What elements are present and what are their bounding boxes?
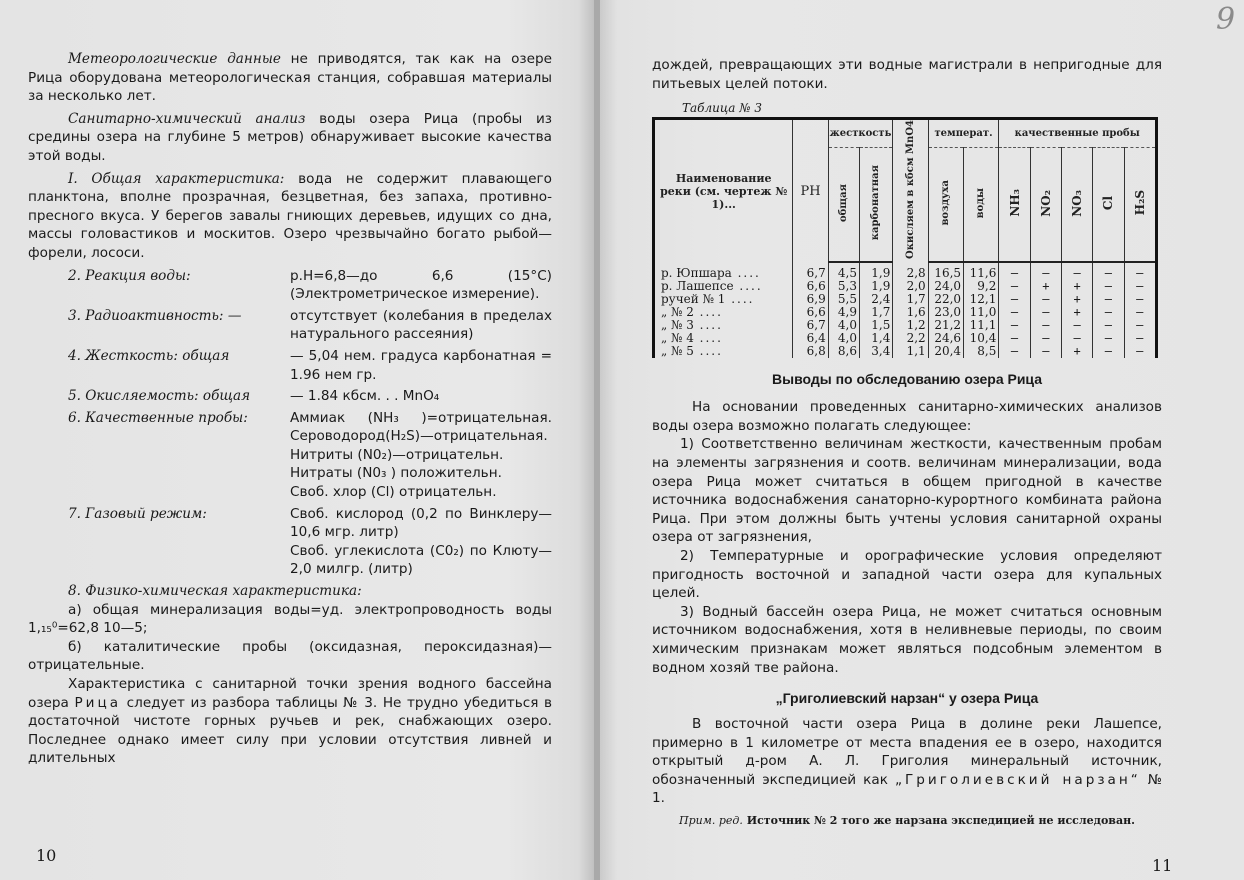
river-name: „ № 5 <box>661 344 694 359</box>
table-body <box>654 262 1157 358</box>
narzan-title: „Григолиевский нарзан“ у озера Рица <box>775 690 1039 707</box>
cell-carb: 1,5 <box>860 319 893 332</box>
cell-no3: — <box>1061 332 1092 345</box>
col-group-quality: качественные пробы <box>999 119 1157 148</box>
item-label: 5. Окисляемость: общая <box>68 388 251 405</box>
cell-nh3: — <box>999 319 1030 332</box>
items-list <box>28 267 552 580</box>
river-name: р. Юпшара <box>661 265 732 280</box>
narzan-name: „Григолиевский нарзан“ <box>894 771 1141 788</box>
item-line: Аммиак (NH₃ )=отрицательная. Сероводород(H₂S)—отрицательная. <box>290 409 552 445</box>
table-row <box>654 262 1157 280</box>
cell-cl: — <box>1093 262 1124 280</box>
cell-ph: 6,7 <box>793 262 828 280</box>
cell-total: 5,5 <box>828 293 859 306</box>
conclusion-item: 2) Температурные и орографические условия определяют пригодность восточной и западной части озера для купальных целей. <box>652 547 1162 602</box>
water-analysis-table <box>652 117 1158 358</box>
table-row <box>654 319 1157 332</box>
cell-total: 8,6 <box>828 345 859 358</box>
cell-h2s: — <box>1124 319 1156 332</box>
cell-nh3: — <box>999 332 1030 345</box>
cell-air: 20,4 <box>928 345 963 358</box>
col-group-temp: температ. <box>928 119 999 148</box>
table-row <box>654 332 1157 345</box>
cell-no3: — <box>1061 262 1092 280</box>
cell-no2: — <box>1030 262 1061 280</box>
page-number-right: 11 <box>1152 856 1173 875</box>
cell-ph: 6,6 <box>793 280 828 293</box>
river-name: р. Лашепсе <box>661 279 734 294</box>
conclusions-title: Выводы по обследованию озера Рица <box>772 371 1042 388</box>
cell-total: 4,9 <box>828 306 859 319</box>
col-group-hardness: жесткость <box>828 119 893 148</box>
leader-dots: .... <box>733 279 763 294</box>
cell-cl: — <box>1093 306 1124 319</box>
item-label: 4. Жесткость: общая <box>68 347 230 364</box>
cell-nh3: — <box>999 280 1030 293</box>
cell-cl: — <box>1093 293 1124 306</box>
cell-h2s: — <box>1124 262 1156 280</box>
cell-air: 24,0 <box>928 280 963 293</box>
header-h2s-text: H₂S <box>1132 190 1147 216</box>
table-row <box>654 345 1157 358</box>
leader-dots: .... <box>693 331 723 346</box>
conclusion-item: 3) Водный бассейн озера Рица, не может считаться основным источником водоснабжения, хотя в неливневые периоды, по своим химическим признакам может являться подсобным элементом в водном хозяй тве района. <box>652 603 1162 676</box>
table-caption: Таблица № 3 <box>682 101 762 116</box>
header-total-text: общая <box>837 184 849 223</box>
cell-water: 11,1 <box>964 319 999 332</box>
paragraph-analysis <box>28 110 552 166</box>
cell-total: 4,5 <box>828 262 859 280</box>
col-header-oxid <box>893 119 928 263</box>
text-meteo: не приводятся, так как на озере Рица оборудована метеорологическая станция, собравшая материалы за несколько лет. <box>28 51 553 105</box>
cell-cl: — <box>1093 280 1124 293</box>
cell-no2: — <box>1030 319 1061 332</box>
col-header-carb <box>860 147 893 262</box>
cell-river-name <box>654 262 793 280</box>
right-page-text <box>652 56 1162 828</box>
cell-oxid: 2,8 <box>893 262 928 280</box>
leader-dots: .... <box>693 305 723 320</box>
cell-oxid: 1,6 <box>893 306 928 319</box>
item-line: — 5,04 нем. градуса карбонатная = 1.96 нем гр. <box>290 347 552 383</box>
lead-analysis: Санитарно-химический анализ <box>68 110 306 127</box>
editor-note-text: Источник № 2 того же нарзана экспедицией не исследован. <box>742 814 1135 828</box>
item-3 <box>28 307 552 344</box>
text-general: вода не содержит плавающего планктона, вполне прозрачная, безцветная, без запаха, противно-пресного вкуса. У берегов завалы гниющих деревьев, идущих со дна, массы головастиков и москитов. Озеро чрезвычайно богато рыбой—форели, лососи. <box>28 170 552 261</box>
table-row <box>654 293 1157 306</box>
cell-ph: 6,4 <box>793 332 828 345</box>
table-row <box>654 306 1157 319</box>
leader-dots: .... <box>725 292 755 307</box>
item-value <box>290 409 552 502</box>
cell-no3: + <box>1061 293 1092 306</box>
item-value <box>290 267 552 304</box>
leader-dots: .... <box>693 318 723 333</box>
cell-h2s: — <box>1124 293 1156 306</box>
cell-cl: — <box>1093 345 1124 358</box>
editor-note <box>652 814 1162 828</box>
item-value <box>290 505 552 579</box>
col-header-cl <box>1093 147 1124 262</box>
cell-h2s: — <box>1124 280 1156 293</box>
col-header-nh3 <box>999 147 1030 262</box>
item-line: Своб. хлор (Cl) отрицательн. <box>290 484 497 501</box>
cell-h2s: — <box>1124 332 1156 345</box>
item-5 <box>28 387 552 406</box>
cell-carb: 3,4 <box>860 345 893 358</box>
cell-no2: — <box>1030 306 1061 319</box>
cell-nh3: — <box>999 262 1030 280</box>
item-line: Своб. углекислота (C0₂) по Клюту—2,0 милгр. (литр) <box>290 542 552 578</box>
col-header-ph: PH <box>793 119 828 263</box>
cell-air: 22,0 <box>928 293 963 306</box>
cell-carb: 1,9 <box>860 262 893 280</box>
header-name-text: Наименование реки (см. чертеж № 1)... <box>660 171 788 211</box>
page-number-left: 10 <box>36 846 57 865</box>
cell-air: 24,6 <box>928 332 963 345</box>
col-header-no3 <box>1061 147 1092 262</box>
cell-cl: — <box>1093 319 1124 332</box>
header-oxid-text: Окисляем в кбсм MnO4 <box>904 120 916 260</box>
item-7 <box>28 505 552 579</box>
leader-dots: .... <box>731 265 761 280</box>
river-name: ручей № 1 <box>661 292 726 307</box>
item-line: Нитраты (N0₃ ) положительн. <box>290 465 502 482</box>
cell-total: 5,3 <box>828 280 859 293</box>
text-analysis: воды озера Рица (пробы из средины озера на глубине 5 метров) обнаруживает высокие качества этой воды. <box>28 110 553 164</box>
river-name: „ № 3 <box>661 318 694 333</box>
char-spaced: Рица <box>74 694 122 711</box>
item-value <box>290 387 552 406</box>
cell-carb: 1,4 <box>860 332 893 345</box>
lead-meteo: Метеорологические данные <box>68 51 281 67</box>
item-4 <box>28 347 552 384</box>
item-label: 6. Качественные пробы: <box>68 409 248 426</box>
river-name: „ № 2 <box>661 305 694 320</box>
item-label: 2. Реакция воды: <box>68 267 191 284</box>
cell-no3: + <box>1061 306 1092 319</box>
cell-ph: 6,7 <box>793 319 828 332</box>
cell-water: 8,5 <box>964 345 999 358</box>
cell-ph: 6,8 <box>793 345 828 358</box>
cell-h2s: — <box>1124 306 1156 319</box>
paragraph-meteo <box>28 50 552 106</box>
cell-oxid: 1,2 <box>893 319 928 332</box>
col-header-h2s <box>1124 147 1156 262</box>
item-8-b: б) каталитические пробы (оксидазная, пероксидазная)—отрицательные. <box>28 638 552 674</box>
left-page-text <box>28 50 552 768</box>
col-header-total <box>828 147 859 262</box>
editor-note-lead: Прим. ред. <box>679 814 743 828</box>
header-water-text: воды <box>975 187 987 219</box>
cell-oxid: 1,7 <box>893 293 928 306</box>
cell-h2s: — <box>1124 345 1156 358</box>
cell-no2: — <box>1030 293 1061 306</box>
cell-river-name <box>654 345 793 358</box>
cell-air: 16,5 <box>928 262 963 280</box>
cell-air: 23,0 <box>928 306 963 319</box>
cell-oxid: 1,1 <box>893 345 928 358</box>
cell-oxid: 2,2 <box>893 332 928 345</box>
cell-water: 10,4 <box>964 332 999 345</box>
item-line: Нитриты (N0₂)—отрицательн. <box>290 446 504 463</box>
header-carb-text: карбонатная <box>870 165 882 241</box>
lead-general: I. Общая характеристика: <box>68 170 285 187</box>
item-6 <box>28 409 552 502</box>
cell-ph: 6,9 <box>793 293 828 306</box>
conclusions-intro: На основании проведенных санитарно-химических анализов воды озера возможно полагать следующее: <box>652 399 1162 434</box>
cell-ph: 6,6 <box>793 306 828 319</box>
header-air-text: воздуха <box>939 180 951 226</box>
item-label: 3. Радиоактивность: — <box>68 307 242 324</box>
cell-total: 4,0 <box>828 332 859 345</box>
char-after: следует из разбора таблицы № 3. Не трудно убедиться в достаточной чистоте горных ручьев и рек, снабжающих озеро. Последнее однако имеет силу при условии отсутствия ливней и длительных <box>28 694 552 767</box>
item-value <box>290 307 552 344</box>
cell-nh3: — <box>999 345 1030 358</box>
cell-water: 12,1 <box>964 293 999 306</box>
cell-no3: + <box>1061 345 1092 358</box>
cell-nh3: — <box>999 293 1030 306</box>
paragraph-continuation: дождей, превращающих эти водные магистрали в непригодные для питьевых целей потоки. <box>652 57 1162 92</box>
cell-no2: — <box>1030 345 1061 358</box>
item-8-title: 8. Физико-химическая характеристика: <box>68 583 362 600</box>
col-header-air <box>928 147 963 262</box>
cell-water: 9,2 <box>964 280 999 293</box>
paragraph-characteristic <box>28 675 552 768</box>
item-line: отсутствует (колебания в пределах натурального рассеяния) <box>290 307 552 343</box>
cell-nh3: — <box>999 306 1030 319</box>
cell-air: 21,2 <box>928 319 963 332</box>
item-line: — 1.84 кбсм. . . MnO₄ <box>290 388 440 405</box>
narzan-paragraph <box>652 715 1162 808</box>
item-line: Своб. кислород (0,2 по Винклеру—10,6 мгр. литр) <box>290 505 552 541</box>
cell-carb: 2,4 <box>860 293 893 306</box>
cell-no3: — <box>1061 319 1092 332</box>
col-header-name <box>654 119 793 263</box>
paragraph-general <box>28 170 552 263</box>
item-line: р.Н=6,8—до 6,6 (15°С) (Электрометрическое измерение). <box>290 267 552 303</box>
leader-dots: .... <box>693 344 723 359</box>
header-nh3-text: NH₃ <box>1007 189 1022 217</box>
cell-carb: 1,9 <box>860 280 893 293</box>
cell-water: 11,0 <box>964 306 999 319</box>
cell-total: 4,0 <box>828 319 859 332</box>
cell-cl: — <box>1093 332 1124 345</box>
cell-no2: + <box>1030 280 1061 293</box>
cell-no3: + <box>1061 280 1092 293</box>
item-8-a: а) общая минерализация воды=уд. электропроводность воды 1,₁₅⁰=62,8 10—5; <box>28 601 552 637</box>
narzan-number: № 1. <box>652 771 1162 807</box>
header-cl-text: Cl <box>1101 196 1116 211</box>
cell-water: 11,6 <box>964 262 999 280</box>
narzan-text: В восточной части озера Рица в долине реки Лашепсе, примерно в 1 километре от места впадения ее в озеро, находится открытый д-ром А. Л. Григолия минеральный источник, обозначенный экспедицией как <box>652 716 1162 788</box>
col-header-no2 <box>1030 147 1061 262</box>
book-gutter <box>594 0 600 880</box>
header-no3-text: NO₃ <box>1070 189 1085 217</box>
conclusion-item: 1) Соответственно величинам жесткости, качественным пробам на элементы загрязнения и соотв. величинам минерализации, вода озера Рица может считаться в общем пригодной в качестве источника водоснабжения санаторно-курортного комбината района Рица. При этом должны быть учтены условия санитарной охраны озера от загрязнения, <box>652 436 1162 546</box>
item-label: 7. Газовый режим: <box>68 505 207 522</box>
item-2 <box>28 267 552 304</box>
item-value <box>290 347 552 384</box>
cell-no2: — <box>1030 332 1061 345</box>
col-header-water <box>964 147 999 262</box>
char-before: Характеристика с санитарной точки зрения водного бассейна озера <box>28 676 552 711</box>
river-name: „ № 4 <box>661 331 694 346</box>
corner-handwritten-mark: 9 <box>1216 2 1236 37</box>
cell-oxid: 2,0 <box>893 280 928 293</box>
header-no2-text: NO₂ <box>1038 189 1053 217</box>
cell-carb: 1,7 <box>860 306 893 319</box>
